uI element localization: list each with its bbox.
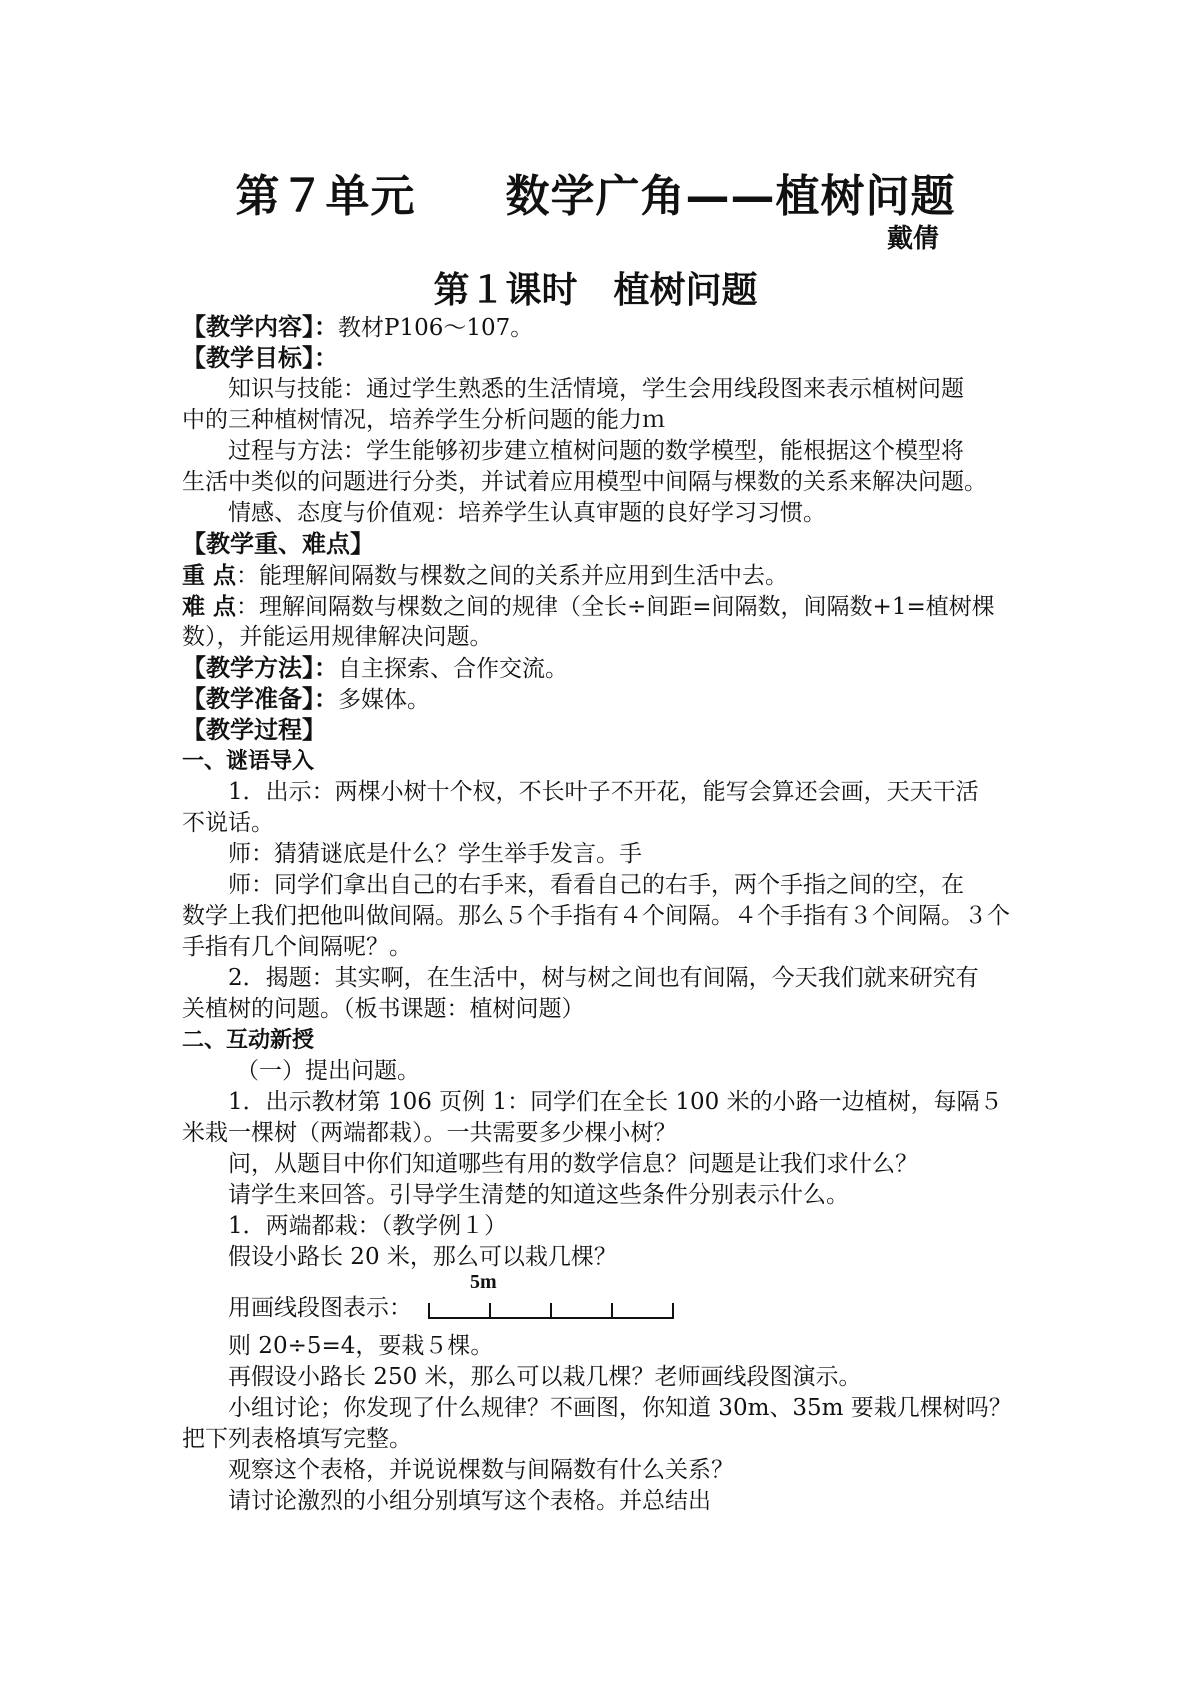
part2-line: 问，从题目中你们知道哪些有用的数学信息？问题是让我们求什么？ [228, 1151, 918, 1177]
part2-line: 1．两端都栽：（教学例１） [228, 1213, 508, 1239]
part2-line: 小组讨论；你发现了什么规律？不画图，你知道 30m、35m 要栽几棵树吗？ [228, 1395, 1012, 1421]
part2-line: 1．出示教材第 106 页例 1：同学们在全长 100 米的小路一边植树，每隔５ [228, 1089, 1003, 1115]
goal-process-line-1: 过程与方法：学生能够初步建立植树问题的数学模型，能根据这个模型将 [228, 438, 964, 464]
part2-heading: 二、互动新授 [182, 1028, 315, 1053]
difficult-point-line-2: 数），并能运用规律解决问题。 [182, 624, 493, 650]
part2-line: 米栽一棵树（两端都栽）。一共需要多少棵小树？ [182, 1120, 677, 1146]
part1-line: 师：猜猜谜底是什么？学生举手发言。手 [228, 841, 642, 867]
part2-line: 假设小路长 20 米，那么可以栽几棵？ [228, 1244, 617, 1270]
part1-line: 数学上我们把他叫做间隔。那么５个手指有４个间隔。４个手指有３个间隔。３个 [182, 903, 1010, 929]
segment-tick [672, 1303, 674, 1318]
key-point-label: 重 点 [182, 562, 237, 589]
lesson-body [182, 312, 1022, 1517]
teaching-prep-text: 多媒体。 [338, 687, 430, 713]
teaching-content-text: 教材P106～107。 [338, 315, 534, 341]
segment-tick [428, 1303, 430, 1318]
teaching-process-row [182, 715, 1022, 746]
teaching-content-row [182, 312, 1022, 343]
interval-label: 5m [470, 1271, 497, 1293]
part1-heading: 一、谜语导入 [182, 749, 315, 774]
segment-tick [611, 1303, 613, 1318]
part2-line: 观察这个表格，并说说棵数与间隔数有什么关系？ [228, 1457, 734, 1483]
author-name: 戴倩 [886, 224, 939, 254]
key-points-label: 【教学重、难点】 [182, 530, 374, 558]
teaching-process-label: 【教学过程】 [182, 716, 326, 744]
goal-knowledge-line-2: 中的三种植树情况，培养学生分析问题的能力ｍ [182, 407, 665, 433]
key-point-text: ：能理解间隔数与棵数之间的关系并应用到生活中去。 [236, 563, 789, 589]
teaching-goals-row [182, 343, 1022, 374]
unit-title: 第７单元 数学广角——植树问题 [235, 171, 956, 222]
teaching-goals-label: 【教学目标】： [182, 344, 338, 372]
teaching-method-row [182, 653, 1022, 684]
lesson-title: 第１课时 植树问题 [433, 270, 758, 311]
teaching-prep-label: 【教学准备】： [182, 685, 338, 713]
part1-line: 关植树的问题。（板书课题：植树问题） [182, 996, 585, 1022]
goal-emotion-line: 情感、态度与价值观：培养学生认真审题的良好学习习惯。 [228, 500, 826, 526]
part2-line: 把下列表格填写完整。 [182, 1426, 412, 1452]
teaching-content-label: 【教学内容】： [182, 313, 338, 341]
teaching-method-label: 【教学方法】： [182, 654, 338, 682]
part1-line: 手指有几个间隔呢？。 [182, 934, 412, 960]
part2-line: 再假设小路长 250 米，那么可以栽几棵？老师画线段图演示。 [228, 1364, 862, 1390]
difficult-point-line [182, 591, 1022, 622]
part1-line: 2．揭题：其实啊，在生活中，树与树之间也有间隔，今天我们就来研究有 [228, 965, 979, 991]
part1-line: 不说话。 [182, 810, 274, 836]
key-points-row [182, 529, 1022, 560]
difficult-point-label: 难 点 [182, 593, 237, 620]
part2-subheading: （一）提出问题。 [236, 1058, 420, 1084]
difficult-point-text: ：理解间隔数与棵数之间的规律（全长÷间距=间隔数，间隔数+1=植树棵 [236, 594, 995, 620]
part2-line: 请学生来回答。引导学生清楚的知道这些条件分别表示什么。 [228, 1182, 849, 1208]
part2-line: 则 20÷5=4，要栽５棵。 [228, 1333, 494, 1359]
line-segment-diagram-row [182, 1273, 1022, 1331]
key-point-line [182, 560, 1022, 591]
part2-line: 请讨论激烈的小组分别填写这个表格。并总结出 [228, 1488, 711, 1514]
segment-tick [489, 1303, 491, 1318]
teaching-method-text: 自主探索、合作交流。 [338, 656, 568, 682]
diagram-caption: 用画线段图表示： [228, 1295, 412, 1321]
part1-line: 1．出示：两棵小树十个杈，不长叶子不开花，能写会算还会画，天天干活 [228, 779, 979, 805]
goal-knowledge-line-1: 知识与技能：通过学生熟悉的生活情境，学生会用线段图来表示植树问题 [228, 376, 964, 402]
line-segment-diagram [426, 1273, 680, 1331]
goal-process-line-2: 生活中类似的问题进行分类，并试着应用模型中间隔与棵数的关系来解决问题。 [182, 469, 987, 495]
part1-line: 师：同学们拿出自己的右手来，看看自己的右手，两个手指之间的空，在 [228, 872, 964, 898]
teaching-prep-row [182, 684, 1022, 715]
segment-tick [550, 1303, 552, 1318]
